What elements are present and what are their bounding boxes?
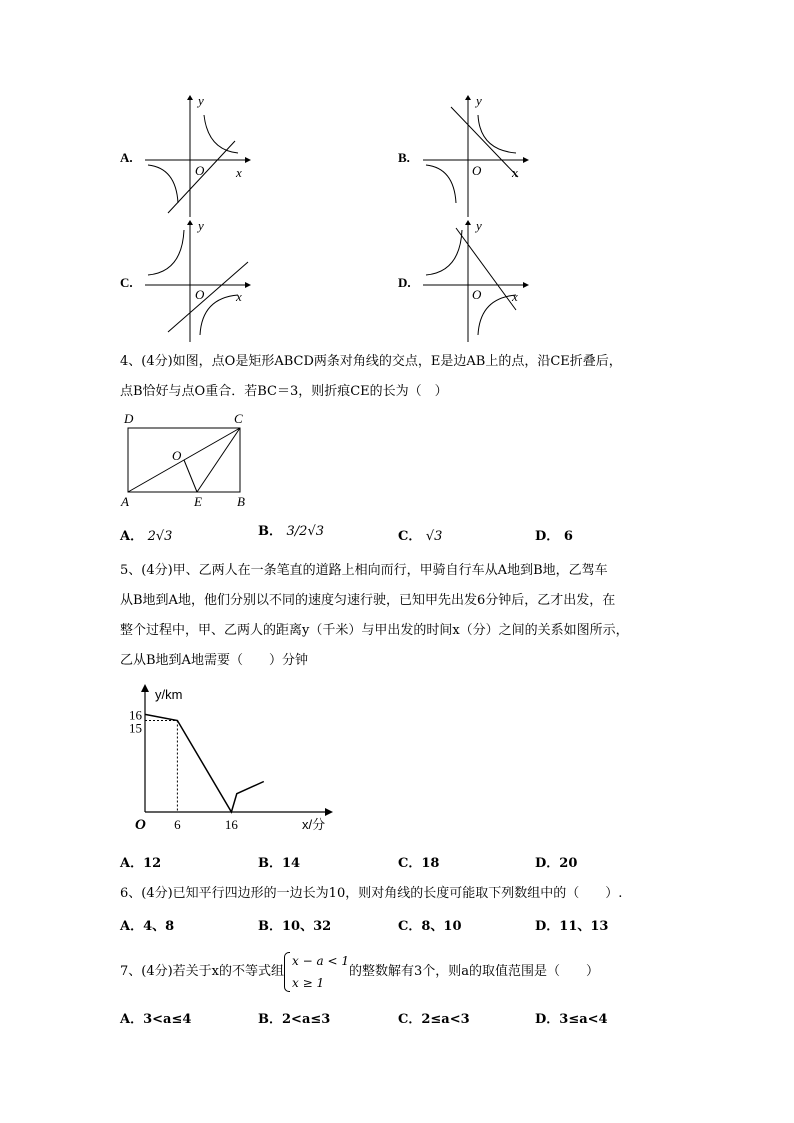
q6-option-b-label: B． [258, 919, 282, 934]
q4-option-d-value: 6 [563, 529, 573, 544]
q5-option-a-value: 12 [143, 856, 162, 871]
q6-option-c-label: C． [398, 919, 422, 934]
q3-graph-d[interactable] [418, 220, 538, 345]
q4-option-b[interactable] [258, 520, 324, 539]
q7-option-b[interactable] [258, 1008, 330, 1027]
q6-stem: 6、(4分)已知平行四边形的一边长为10，则对角线的长度可能取下列数组中的（ ）. [120, 886, 623, 901]
q5-option-b-label: B． [258, 856, 282, 871]
q5-option-b[interactable] [258, 852, 300, 871]
q3d-y-label: y [476, 218, 482, 233]
q4-label-b: B [237, 494, 245, 509]
q6-option-c-value: 8、10 [421, 919, 462, 934]
q4-option-c[interactable] [398, 525, 442, 544]
q5-stem-line2: 从B地到A地，他们分别以不同的速度匀速行驶，已知甲先出发6分钟后，乙才出发，在 [120, 593, 616, 608]
q5-chart-ytick-15: 15 [129, 720, 142, 736]
q4-stem-line1: 4、(4分)如图，点O是矩形ABCD两条对角线的交点，E是边AB上的点，沿CE折叠后， [120, 354, 622, 369]
q3b-x-label: x [512, 165, 518, 180]
q5-stem-line1: 5、(4分)甲、乙两人在一条笔直的道路上相向而行，甲骑自行车从A地到B地，乙驾车 [120, 563, 608, 578]
q3-option-c-label[interactable]: C. [120, 275, 133, 290]
q7-stem [120, 948, 599, 996]
q6-option-a-value: 4、8 [143, 919, 175, 934]
q3a-origin-label: O [195, 163, 205, 178]
q6-option-b[interactable] [258, 915, 331, 934]
q6-option-a[interactable] [120, 915, 174, 934]
q3c-y-label: y [198, 218, 204, 233]
q3-graph-b[interactable] [418, 95, 538, 220]
q4-figure [125, 425, 245, 495]
q4-option-b-value: 3/2√3 [286, 524, 325, 539]
q3-option-d-label[interactable]: D. [398, 275, 411, 290]
q4-label-e: E [194, 494, 202, 509]
q5-chart-y-arrow [141, 684, 149, 692]
q7-option-a-value: 3<a≤4 [143, 1012, 192, 1027]
q7-inequality-system [284, 950, 349, 994]
q4-label-c: C [234, 411, 243, 426]
q3-graph-a[interactable] [140, 95, 260, 220]
q5-chart-xtick-16: 16 [224, 817, 238, 832]
q7-option-d-value: 3≤a<4 [559, 1012, 608, 1027]
q4-label-o: O [172, 448, 182, 463]
q4-option-a-label: A． [120, 529, 144, 544]
q5-option-d[interactable] [535, 852, 577, 871]
q7-option-c[interactable] [398, 1008, 470, 1027]
q6-option-d[interactable] [535, 915, 608, 934]
q4-option-d[interactable] [535, 525, 573, 544]
q7-option-b-label: B． [258, 1012, 282, 1027]
q6-option-b-value: 10、32 [282, 919, 332, 934]
q5-chart [115, 682, 345, 837]
q4-label-a: A [121, 494, 129, 509]
q5-chart-series-line [145, 714, 264, 812]
q3b-y-label: y [476, 93, 482, 108]
q7-stem-post: 的整数解有3个，则a的取值范围是（ ） [348, 964, 599, 979]
q5-option-c-value: 18 [421, 856, 440, 871]
q3a-y-label: y [198, 93, 204, 108]
q6-option-a-label: A． [120, 919, 144, 934]
q5-chart-xtick-6: 6 [174, 817, 181, 832]
q3-option-a-label[interactable]: A. [120, 150, 133, 165]
q5-stem-line4: 乙从B地到A地需要（ ）分钟 [120, 653, 308, 668]
q5-option-a-label: A． [120, 856, 144, 871]
q5-chart-x-arrow [325, 808, 333, 816]
q3c-x-label: x [236, 289, 242, 304]
q5-stem-line3: 整个过程中，甲、乙两人的距离y（千米）与甲出发的时间x（分）之间的关系如图所示， [120, 623, 629, 638]
q5-option-c-label: C． [398, 856, 422, 871]
q7-option-b-value: 2<a≤3 [282, 1012, 331, 1027]
q4-option-d-label: D． [535, 529, 560, 544]
q5-option-a[interactable] [120, 852, 161, 871]
q3a-x-label: x [236, 165, 242, 180]
q4-label-d: D [124, 411, 134, 426]
q4-stem-line2: 点B恰好与点O重合．若BC＝3，则折痕CE的长为（ ） [120, 384, 448, 399]
q7-stem-pre: 7、(4分)若关于x的不等式组 [120, 964, 285, 979]
q3-graph-c[interactable] [140, 220, 260, 345]
q7-inequality-2: x ≥ 1 [292, 975, 325, 990]
q7-option-d-label: D． [535, 1012, 560, 1027]
q3d-x-label: x [512, 289, 518, 304]
q4-option-b-label: B． [258, 524, 282, 539]
q5-chart-y-label: y/km [155, 687, 183, 702]
q4-option-a-value: 2√3 [147, 529, 173, 544]
q5-chart-ytick-16: 16 [129, 707, 142, 723]
q3-option-b-label[interactable]: B. [398, 150, 410, 165]
q7-option-d[interactable] [535, 1008, 608, 1027]
q7-option-a-label: A． [120, 1012, 144, 1027]
q5-chart-x-label: x/分 [302, 817, 326, 832]
q7-option-c-value: 2≤a<3 [421, 1012, 470, 1027]
q4-option-a[interactable] [120, 525, 172, 544]
q7-option-a[interactable] [120, 1008, 191, 1027]
q4-option-c-label: C． [398, 529, 422, 544]
q4-option-c-value: √3 [425, 529, 443, 544]
q5-option-c[interactable] [398, 852, 439, 871]
q5-option-b-value: 14 [282, 856, 301, 871]
q3d-origin-label: O [472, 287, 482, 302]
q3c-origin-label: O [195, 287, 205, 302]
q7-inequality-1: x − a < 1 [292, 953, 349, 968]
q5-chart-origin-label: O [135, 817, 146, 833]
q7-option-c-label: C． [398, 1012, 422, 1027]
q6-option-d-label: D． [535, 919, 560, 934]
q3b-origin-label: O [472, 163, 482, 178]
q5-option-d-label: D． [535, 856, 560, 871]
q6-option-c[interactable] [398, 915, 462, 934]
q6-option-d-value: 11、13 [559, 919, 609, 934]
q5-option-d-value: 20 [559, 856, 578, 871]
